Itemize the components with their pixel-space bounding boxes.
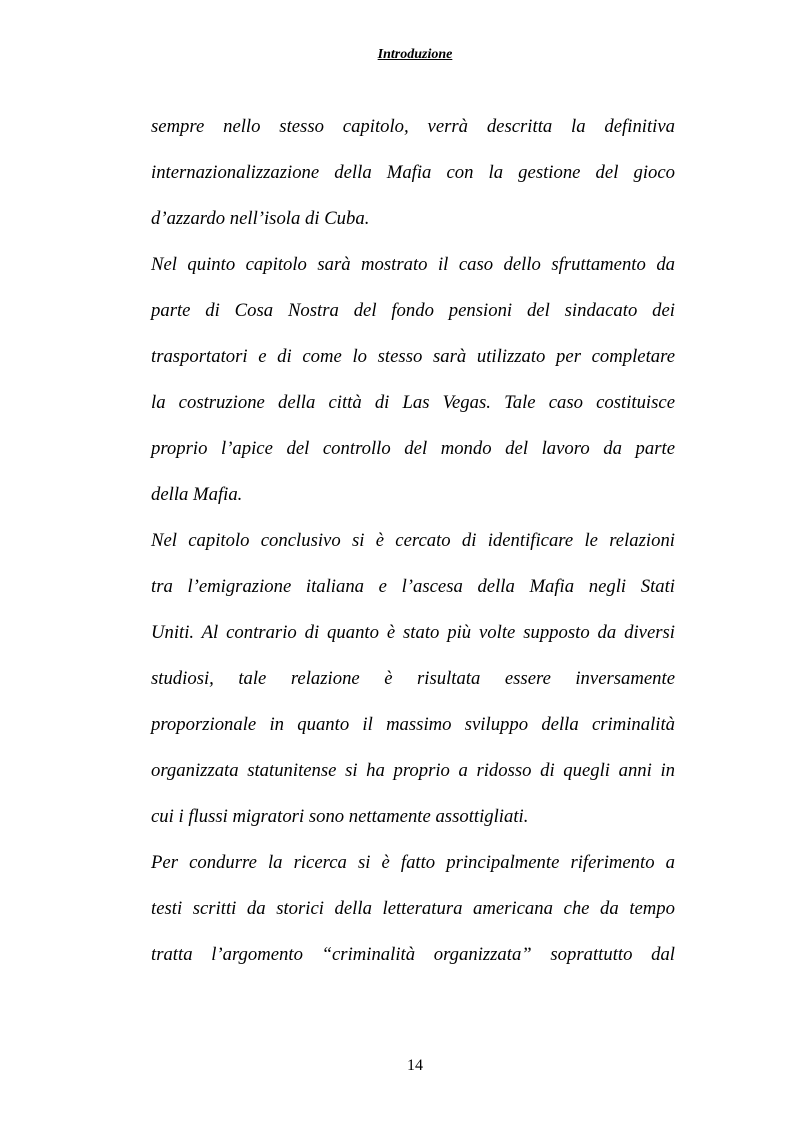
text-line: proporzionale in quanto il massimo sviluppo della criminalità <box>151 714 675 735</box>
text-line: proprio l’apice del controllo del mondo del lavoro da parte <box>151 438 675 459</box>
page-header-title: Introduzione <box>377 47 453 62</box>
body-text <box>151 109 675 983</box>
text-line: d’azzardo nell’isola di Cuba. <box>151 208 370 229</box>
text-line: la costruzione della città di Las Vegas. Tale caso costituisce <box>151 392 675 413</box>
text-line: organizzata statunitense si ha proprio a ridosso di quegli anni in <box>151 760 675 781</box>
text-line: tratta l’argomento “criminalità organizzata” soprattutto dal <box>151 944 675 965</box>
text-line: cui i flussi migratori sono nettamente assottigliati. <box>151 806 529 827</box>
text-line: parte di Cosa Nostra del fondo pensioni del sindacato dei <box>151 300 675 321</box>
text-line: Nel capitolo conclusivo si è cercato di identificare le relazioni <box>151 530 675 551</box>
page-number: 14 <box>407 1057 423 1074</box>
text-line: della Mafia. <box>151 484 243 505</box>
text-line: testi scritti da storici della letteratura americana che da tempo <box>151 898 675 919</box>
text-line: Uniti. Al contrario di quanto è stato più volte supposto da diversi <box>151 622 675 643</box>
text-line: internazionalizzazione della Mafia con la gestione del gioco <box>151 162 675 183</box>
text-line: trasportatori e di come lo stesso sarà utilizzato per completare <box>151 346 675 367</box>
text-line: tra l’emigrazione italiana e l’ascesa della Mafia negli Stati <box>151 576 675 597</box>
text-line: studiosi, tale relazione è risultata essere inversamente <box>151 668 675 689</box>
text-line: Per condurre la ricerca si è fatto principalmente riferimento a <box>151 852 675 873</box>
text-line: Nel quinto capitolo sarà mostrato il caso dello sfruttamento da <box>151 254 675 275</box>
text-line: sempre nello stesso capitolo, verrà descritta la definitiva <box>151 116 675 137</box>
